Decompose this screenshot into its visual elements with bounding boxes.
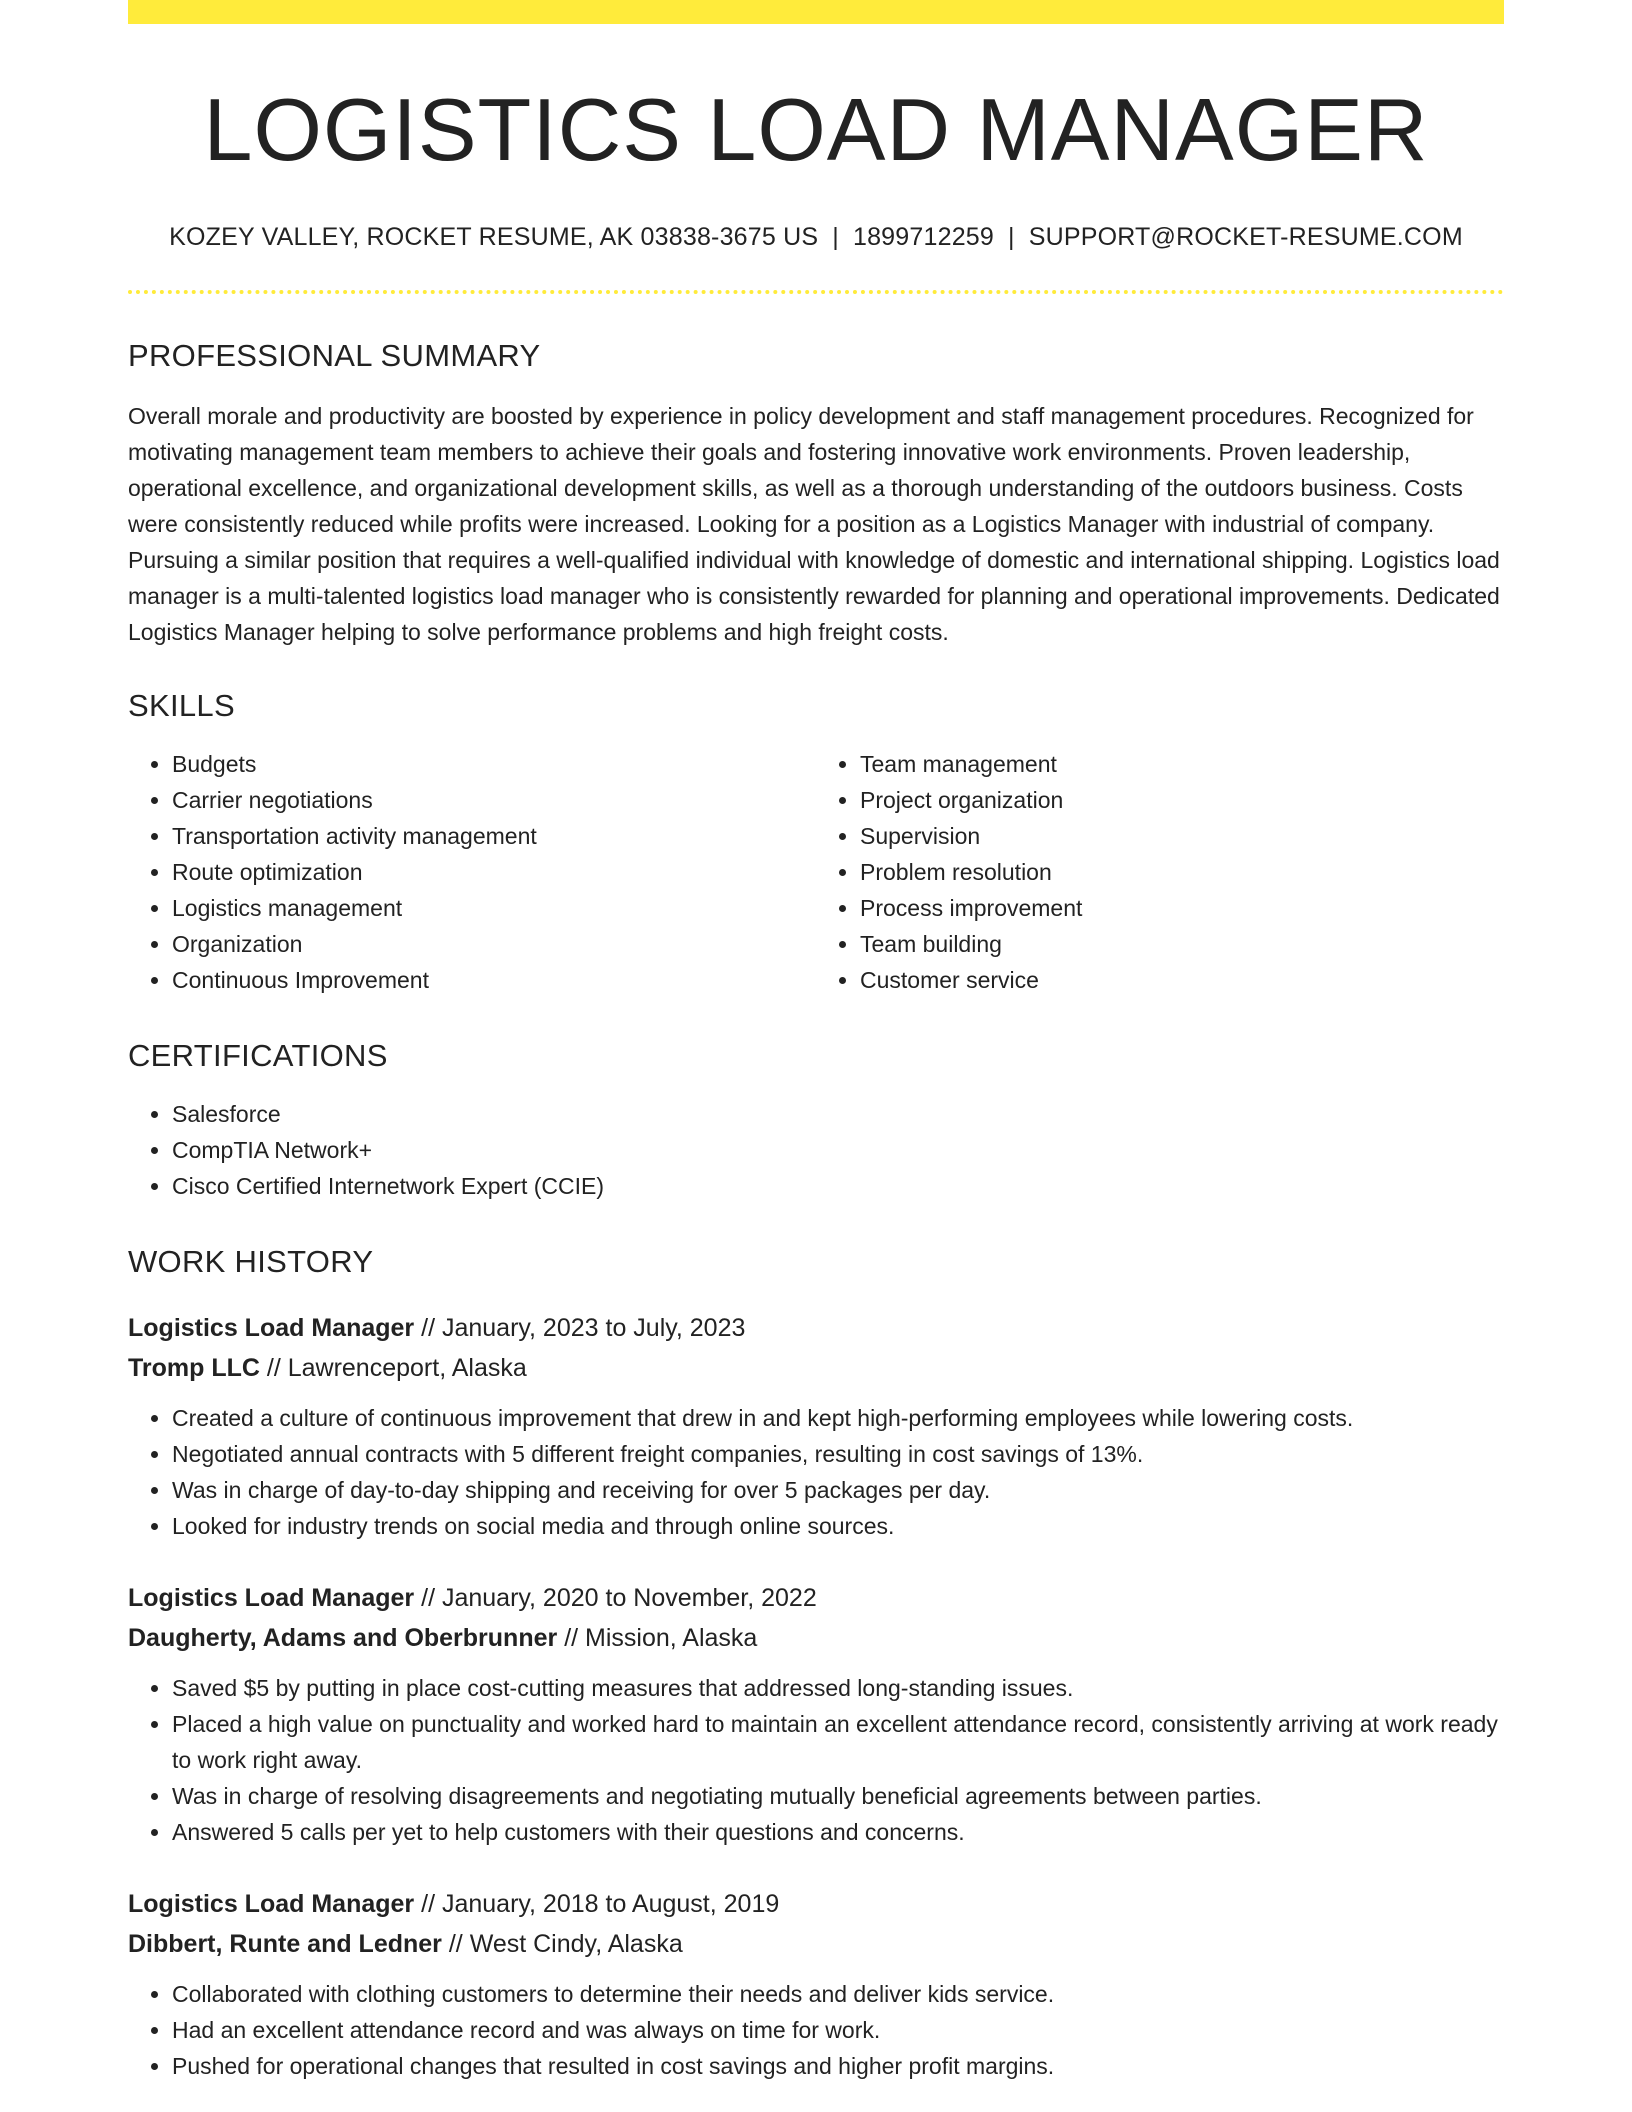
skill-item: • Budgets	[172, 746, 816, 782]
candidate-name: LOGISTICS LOAD MANAGER	[203, 80, 1429, 179]
job-responsibilities	[128, 1400, 1504, 1544]
job-bullet: • Was in charge of day-to-day shipping and receiving for over 5 packages per day.	[172, 1472, 1504, 1508]
job-responsibilities	[128, 1670, 1504, 1850]
certification-item: • CompTIA Network+	[172, 1132, 1504, 1168]
certifications-heading: CERTIFICATIONS	[128, 1037, 388, 1073]
contact-address: KOZEY VALLEY, ROCKET RESUME, AK 03838-3675 US	[169, 222, 819, 251]
job-bullet: • Was in charge of resolving disagreements and negotiating mutually beneficial agreements between parties.	[172, 1778, 1504, 1814]
job-company: Dibbert, Runte and Ledner	[128, 1929, 442, 1958]
job-role: Logistics Load Manager	[128, 1313, 415, 1342]
skills-heading: SKILLS	[128, 687, 235, 723]
job-location: // West Cindy, Alaska	[441, 1929, 683, 1958]
job-responsibilities	[128, 1976, 1504, 2084]
job-bullet: • Negotiated annual contracts with 5 different freight companies, resulting in cost savings of 13%.	[172, 1436, 1504, 1472]
job-bullet: • Placed a high value on punctuality and worked hard to maintain an excellent attendance record, consistently arriving at work ready to work right away.	[172, 1706, 1504, 1778]
skill-item: • Supervision	[860, 818, 1504, 854]
certification-item: • Salesforce	[172, 1096, 1504, 1132]
job-entry	[128, 1884, 1504, 2084]
skill-item: • Route optimization	[172, 854, 816, 890]
header-divider	[128, 290, 1504, 294]
contact-phone: 1899712259	[852, 222, 995, 251]
job-company-line	[128, 1924, 1504, 1964]
skills-list	[128, 746, 1504, 998]
work-history-heading: WORK HISTORY	[128, 1243, 374, 1279]
contact-separator: |	[832, 222, 839, 251]
job-location: // Lawrenceport, Alaska	[259, 1353, 527, 1382]
skill-item: • Team building	[860, 926, 1504, 962]
job-company: Daugherty, Adams and Oberbrunner	[128, 1623, 558, 1652]
top-accent-bar	[128, 0, 1504, 24]
job-dates: // January, 2020 to November, 2022	[414, 1583, 817, 1612]
job-entry	[128, 1578, 1504, 1850]
skill-item: • Process improvement	[860, 890, 1504, 926]
job-location: // Mission, Alaska	[557, 1623, 758, 1652]
summary-heading: PROFESSIONAL SUMMARY	[128, 337, 541, 373]
resume-page	[128, 0, 1504, 2084]
skill-item: • Customer service	[860, 962, 1504, 998]
summary-text: Overall morale and productivity are boosted by experience in policy development and staff management procedures. Recognized for motivating management team members to achieve their goals and fostering innovative work environments. Proven leadership, operational excellence, and organizational development skills, as well as a thorough understanding of the outdoors business. Costs were consistently reduced while profits were increased. Looking for a position as a Logistics Manager with industrial of company. Pursuing a similar position that requires a well-qualified individual with knowledge of domestic and international shipping. Logistics load manager is a multi-talented logistics load manager who is consistently rewarded for planning and operational improvements. Dedicated Logistics Manager helping to solve performance problems and high freight costs.	[128, 402, 1500, 645]
job-bullet: • Answered 5 calls per yet to help customers with their questions and concerns.	[172, 1814, 1504, 1850]
job-title-line	[128, 1884, 1504, 1924]
certification-item: • Cisco Certified Internetwork Expert (CCIE)	[172, 1168, 1504, 1204]
skill-item: • Problem resolution	[860, 854, 1504, 890]
skills-column-right	[816, 746, 1504, 998]
job-dates: // January, 2018 to August, 2019	[414, 1889, 780, 1918]
certifications-list	[128, 1096, 1504, 1204]
job-dates: // January, 2023 to July, 2023	[414, 1313, 746, 1342]
skill-item: • Logistics management	[172, 890, 816, 926]
skill-item: • Carrier negotiations	[172, 782, 816, 818]
job-role: Logistics Load Manager	[128, 1583, 415, 1612]
skill-item: • Transportation activity management	[172, 818, 816, 854]
job-company-line	[128, 1618, 1504, 1658]
skill-item: • Continuous Improvement	[172, 962, 816, 998]
skill-item: • Team management	[860, 746, 1504, 782]
skills-column-left	[128, 746, 816, 998]
job-role: Logistics Load Manager	[128, 1889, 415, 1918]
job-title-line	[128, 1578, 1504, 1618]
job-bullet: • Had an excellent attendance record and was always on time for work.	[172, 2012, 1504, 2048]
contact-line	[128, 223, 1504, 252]
job-title-line	[128, 1308, 1504, 1348]
job-bullet: • Looked for industry trends on social media and through online sources.	[172, 1508, 1504, 1544]
job-bullet: • Pushed for operational changes that resulted in cost savings and higher profit margins.	[172, 2048, 1504, 2084]
job-bullet: • Saved $5 by putting in place cost-cutting measures that addressed long-standing issues.	[172, 1670, 1504, 1706]
skill-item: • Project organization	[860, 782, 1504, 818]
job-bullet: • Created a culture of continuous improvement that drew in and kept high-performing employees while lowering costs.	[172, 1400, 1504, 1436]
job-bullet: • Collaborated with clothing customers to determine their needs and deliver kids service.	[172, 1976, 1504, 2012]
skill-item: • Organization	[172, 926, 816, 962]
contact-separator: |	[1008, 222, 1015, 251]
job-company: Tromp LLC	[128, 1353, 260, 1382]
job-company-line	[128, 1348, 1504, 1388]
contact-email: SUPPORT@ROCKET-RESUME.COM	[1028, 222, 1463, 251]
job-entry	[128, 1308, 1504, 1544]
